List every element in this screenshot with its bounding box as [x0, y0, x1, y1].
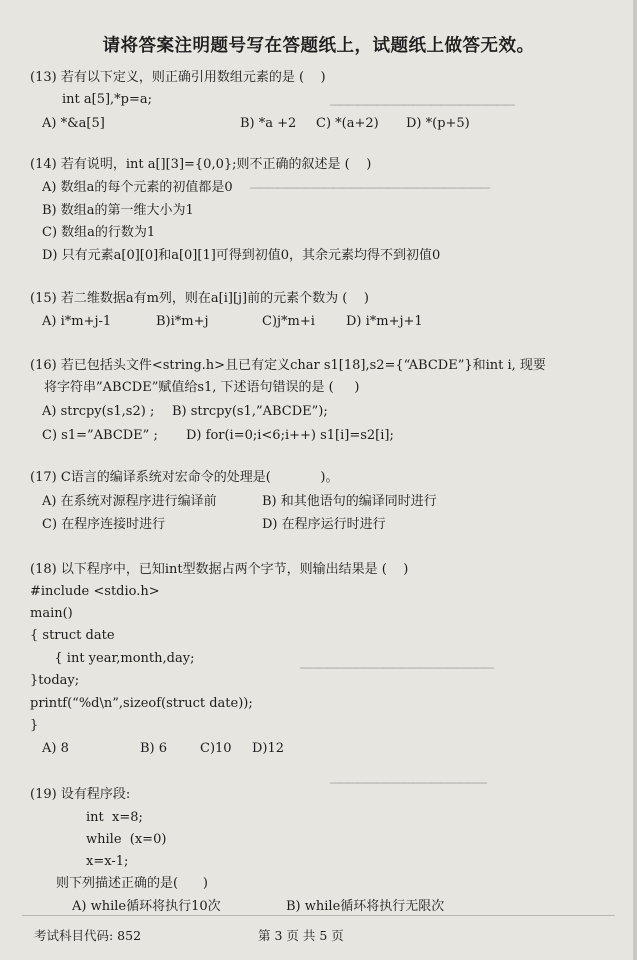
exam-instruction-header: 请将答案注明题号写在答题纸上，试题纸上做答无效。 — [102, 36, 535, 56]
q18-code-line: }today; — [30, 673, 80, 688]
q15-option-d: D) i*m+j+1 — [346, 314, 423, 329]
q17-option-a: A) 在系统对源程序进行编译前 — [42, 494, 217, 509]
q19-option-b: B) while循环将执行无限次 — [286, 899, 445, 914]
q17-stem: (17) C语言的编译系统对宏命令的处理是( )。 — [30, 470, 339, 485]
q13-option-c: C) *(a+2) — [316, 116, 379, 131]
footer-divider — [22, 915, 615, 916]
q15-option-b: B)i*m+j — [156, 314, 209, 329]
q16-option-d: D) for(i=0;i<6;i++) s1[i]=s2[i]; — [186, 428, 394, 443]
q16-option-a: A) strcpy(s1,s2) ; — [42, 404, 155, 419]
q19-lead: 则下列描述正确的是( ) — [56, 876, 208, 891]
q16-stem-line1: (16) 若已包括头文件<string.h>且已有定义char s1[18],s2={“ABCDE”}和int i, 现要 — [30, 358, 546, 373]
page-number: 第 3 页 共 5 页 — [258, 928, 344, 943]
q18-stem: (18) 以下程序中，已知int型数据占两个字节，则输出结果是 ( ) — [30, 562, 409, 577]
q13-stem: (13) 若有以下定义，则正确引用数组元素的是 ( ) — [30, 70, 326, 85]
q16-option-b: B) strcpy(s1,”ABCDE”); — [172, 404, 328, 419]
q13-option-b: B) *a +2 — [240, 116, 297, 131]
q19-code-line: int x=8; — [86, 810, 143, 825]
q18-option-d: D)12 — [252, 741, 285, 756]
q19-code-line: while (x=0) — [86, 832, 167, 847]
q17-option-c: C) 在程序连接时进行 — [42, 517, 166, 532]
q18-code-line: { struct date — [30, 628, 115, 643]
show-through: ▁▁▁▁▁▁▁▁▁▁▁▁▁▁▁▁▁▁▁▁ — [330, 92, 515, 106]
q16-option-c: C) s1=”ABCDE” ; — [42, 428, 158, 443]
q14-option-c: C) 数组a的行数为1 — [42, 225, 156, 240]
q18-option-b: B) 6 — [140, 741, 168, 756]
q18-code-line: printf(“%d\n”,sizeof(struct date)); — [30, 696, 253, 711]
q18-code-line: #include <stdio.h> — [30, 584, 160, 599]
q14-option-a: A) 数组a的每个元素的初值都是0 — [42, 180, 233, 195]
q13-code: int a[5],*p=a; — [62, 92, 153, 107]
show-through: ▁▁▁▁▁▁▁▁▁▁▁▁▁▁▁▁▁ — [330, 770, 487, 784]
q17-option-b: B) 和其他语句的编译同时进行 — [262, 494, 437, 509]
q14-option-b: B) 数组a的第一维大小为1 — [42, 203, 194, 218]
q19-option-a: A) while循环将执行10次 — [72, 899, 221, 914]
exam-subject-code: 考试科目代码: 852 — [34, 928, 142, 943]
show-through: ▁▁▁▁▁▁▁▁▁▁▁▁▁▁▁▁▁▁▁▁▁▁▁▁▁▁ — [250, 175, 490, 189]
page-edge — [633, 0, 637, 960]
q15-stem: (15) 若二维数据a有m列，则在a[i][j]前的元素个数为 ( ) — [30, 291, 369, 306]
q19-code-line: x=x-1; — [86, 854, 129, 869]
q15-option-a: A) i*m+j-1 — [42, 314, 112, 329]
q15-option-c: C)j*m+i — [262, 314, 315, 329]
q19-stem: (19) 设有程序段: — [30, 787, 131, 802]
q13-option-a: A) *&a[5] — [42, 116, 105, 131]
q18-option-c: C)10 — [200, 741, 232, 756]
show-through: ▁▁▁▁▁▁▁▁▁▁▁▁▁▁▁▁▁▁▁▁▁ — [300, 655, 494, 669]
q18-code-line: { int year,month,day; — [42, 651, 195, 666]
q16-stem-line2: 将字符串”ABCDE”赋值给s1, 下述语句错误的是 ( ) — [44, 380, 360, 395]
q18-code-line: main() — [30, 606, 73, 621]
q14-option-d: D) 只有元素a[0][0]和a[0][1]可得到初值0，其余元素均得不到初值0 — [42, 248, 441, 263]
q18-code-line: } — [30, 718, 39, 733]
q14-stem: (14) 若有说明，int a[][3]={0,0};则不正确的叙述是 ( ) — [30, 157, 372, 172]
q13-option-d: D) *(p+5) — [406, 116, 470, 131]
q17-option-d: D) 在程序运行时进行 — [262, 517, 386, 532]
q18-option-a: A) 8 — [42, 741, 69, 756]
